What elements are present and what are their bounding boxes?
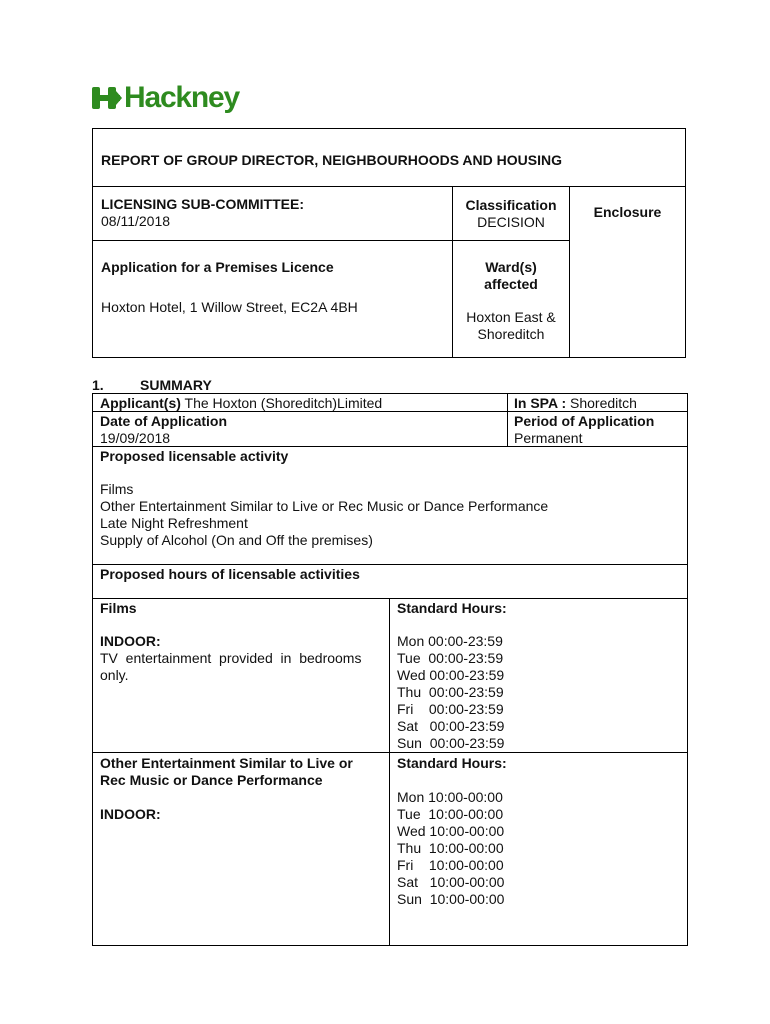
report-title: REPORT OF GROUP DIRECTOR, NEIGHBOURHOODS AND HOUSING — [101, 152, 562, 168]
hours-label: Proposed hours of licensable activities — [100, 566, 360, 582]
divider — [93, 186, 685, 187]
other-hours-row: Mon 10:00-00:00 — [397, 789, 503, 805]
films-hours-row: Sat 00:00-23:59 — [397, 718, 505, 734]
other-hours-label: Standard Hours: — [397, 755, 507, 771]
films-desc-line1: TV entertainment provided in bedrooms — [100, 650, 362, 666]
premises-address: Hoxton Hotel, 1 Willow Street, EC2A 4BH — [101, 299, 358, 315]
activity-item: Other Entertainment Similar to Live or Rec Music or Dance Performance — [100, 498, 549, 514]
report-header-table — [92, 128, 686, 358]
date-value: 19/09/2018 — [100, 430, 171, 446]
logo-text: Hackney — [124, 81, 240, 114]
other-hours-row: Fri 10:00-00:00 — [397, 857, 504, 873]
committee-date: 08/11/2018 — [101, 213, 171, 229]
films-desc-line2: only. — [100, 667, 129, 683]
wards-value-line1: Hoxton East & — [466, 309, 556, 325]
section-title: SUMMARY — [140, 377, 212, 393]
divider — [93, 446, 687, 447]
wards-label-line1: Ward(s) — [485, 259, 537, 275]
activity-item: Late Night Refreshment — [100, 515, 248, 531]
spa-label: In SPA : — [514, 395, 567, 411]
committee-label: LICENSING SUB-COMMITTEE: — [101, 196, 304, 212]
other-title-line1: Other Entertainment Similar to Live or — [100, 755, 353, 771]
activity-item: Films — [100, 481, 134, 497]
divider — [93, 598, 687, 599]
films-hours-row: Sun 00:00-23:59 — [397, 735, 505, 751]
other-title-line2: Rec Music or Dance Performance — [100, 772, 323, 788]
period-label: Period of Application — [514, 413, 655, 429]
hackney-logo — [92, 82, 239, 114]
films-hours-row: Thu 00:00-23:59 — [397, 684, 504, 700]
films-indoor: INDOOR: — [100, 633, 161, 649]
applicant-row — [100, 395, 382, 412]
films-hours-row: Wed 00:00-23:59 — [397, 667, 505, 683]
other-indoor: INDOOR: — [100, 806, 161, 822]
classification-label: Classification — [465, 197, 557, 213]
divider — [93, 752, 687, 753]
other-hours-row: Tue 10:00-00:00 — [397, 806, 504, 822]
applicant-label: Applicant(s) — [100, 395, 181, 411]
enclosure-label: Enclosure — [593, 204, 662, 220]
classification-value: DECISION — [477, 214, 545, 230]
applicant-value: The Hoxton (Shoreditch)Limited — [184, 395, 383, 411]
films-hours-row: Fri 00:00-23:59 — [397, 701, 504, 717]
period-value: Permanent — [514, 430, 583, 446]
section-number: 1. — [92, 377, 104, 393]
summary-table — [92, 393, 688, 946]
other-hours-row: Sun 10:00-00:00 — [397, 891, 505, 907]
other-hours-row: Thu 10:00-00:00 — [397, 840, 504, 856]
activity-item: Supply of Alcohol (On and Off the premises) — [100, 532, 373, 548]
other-hours-row: Sat 10:00-00:00 — [397, 874, 505, 890]
films-hours-label: Standard Hours: — [397, 600, 507, 616]
hackney-h-logo-icon — [92, 85, 122, 111]
divider — [389, 598, 390, 945]
divider — [93, 240, 569, 241]
films-hours-row: Mon 00:00-23:59 — [397, 633, 503, 649]
application-label: Application for a Premises Licence — [101, 259, 334, 275]
divider — [507, 394, 508, 446]
spa-row — [514, 395, 637, 412]
spa-value: Shoreditch — [570, 395, 637, 411]
films-title: Films — [100, 600, 137, 616]
date-label: Date of Application — [100, 413, 228, 429]
wards-value-line2: Shoreditch — [477, 326, 545, 342]
films-hours-row: Tue 00:00-23:59 — [397, 650, 504, 666]
wards-label-line2: affected — [484, 276, 538, 292]
divider — [93, 564, 687, 565]
other-hours-row: Wed 10:00-00:00 — [397, 823, 505, 839]
activity-label: Proposed licensable activity — [100, 448, 289, 464]
